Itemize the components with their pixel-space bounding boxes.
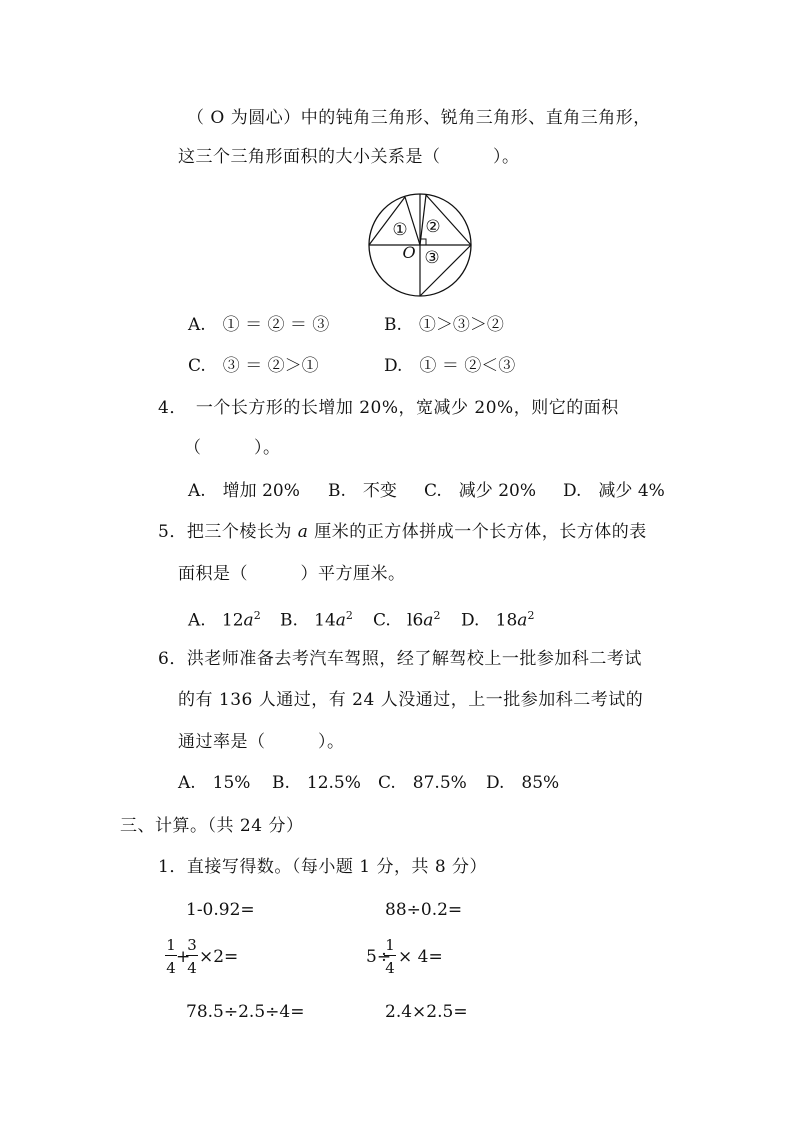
q5-option-d-exp: 2: [527, 609, 535, 622]
figure-label-3: ③: [424, 248, 440, 268]
figure-label-2: ②: [425, 217, 441, 237]
calc-item-3-bar-2: [186, 955, 198, 956]
q3-line-1: （ O 为圆心）中的钝角三角形、锐角三角形、直角三角形，: [187, 108, 651, 128]
q6-option-b: B. 12.5%: [272, 773, 361, 793]
calc-item-4-end: × 4=: [398, 947, 443, 967]
calc-item-3-den-1: 4: [166, 959, 176, 977]
q6-option-a: A. 15%: [178, 773, 251, 793]
q3-option-d: D. ① ＝ ②＜③: [384, 356, 516, 376]
figure-label-1: ①: [392, 220, 408, 240]
q5-option-b: [280, 605, 353, 632]
calc-item-3-num-1: 1: [166, 936, 176, 954]
q5-option-d-letter: D.: [461, 610, 480, 631]
q5-line-1: [158, 521, 647, 543]
q4-line-1: 4． 一个长方形的长增加 20%，宽减少 20%，则它的面积: [158, 398, 619, 418]
q5-option-d-var: a: [517, 610, 528, 631]
q5-line-1-end: 厘米的正方体拼成一个长方体，长方体的表: [308, 522, 647, 542]
q5-option-a-var: a: [243, 610, 254, 631]
q3-option-c: C. ③ ＝ ②＞①: [188, 356, 319, 376]
q5-option-b-exp: 2: [345, 609, 353, 622]
q4-line-2: （ ）。: [184, 438, 281, 458]
calc-item-4-bar: [384, 955, 396, 956]
q3-option-a: A. ① ＝ ② ＝ ③: [188, 315, 330, 335]
q5-line-2: 面积是（ ）平方厘米。: [178, 564, 406, 584]
q5-option-d: [461, 605, 534, 632]
q6-line-2: 的有 136 人通过，有 24 人没通过，上一批参加科二考试的: [178, 690, 644, 710]
calc-item-3-rest: ×2=: [199, 947, 239, 967]
q4-option-b: B. 不变: [328, 481, 397, 501]
calc-item-3-plus: +: [176, 947, 191, 967]
q6-line-3: 通过率是（ ）。: [178, 732, 345, 752]
q5-option-c-letter: C.: [373, 610, 391, 631]
q5-option-d-coef: 18: [495, 610, 518, 631]
q4-option-a: A. 增加 20%: [188, 481, 300, 501]
q6-line-1: 6．洪老师准备去考汽车驾照，经了解驾校上一批参加科二考试: [158, 649, 642, 669]
q5-option-a: [188, 605, 261, 632]
q5-option-c-exp: 2: [433, 609, 441, 622]
q5-option-c-var: a: [423, 610, 434, 631]
q5-variable-a: a: [297, 522, 309, 542]
section-3-heading: 三、计算。（共 24 分）: [120, 816, 304, 836]
calc-item-6: 2.4×2.5=: [385, 1002, 468, 1022]
calc-item-4-start: 5÷: [366, 947, 392, 967]
q5-option-b-var: a: [335, 610, 346, 631]
q5-option-b-coef: 14: [314, 610, 336, 631]
q4-option-c: C. 减少 20%: [424, 481, 536, 501]
calc-item-1: 1-0.92=: [186, 900, 255, 920]
calc-item-3-num-2: 3: [187, 936, 197, 954]
q6-option-d: D. 85%: [486, 773, 560, 793]
calc-item-5: 78.5÷2.5÷4=: [186, 1002, 305, 1022]
section-3-subheading: 1．直接写得数。（每小题 1 分，共 8 分）: [158, 857, 488, 877]
calc-item-4-num: 1: [385, 936, 395, 954]
q5-option-b-letter: B.: [280, 610, 298, 631]
calc-item-3-den-2: 4: [187, 959, 197, 977]
figure-label-o: O: [402, 243, 416, 262]
circle-triangles-figure: [360, 190, 480, 310]
q4-option-d: D. 减少 4%: [563, 481, 665, 501]
calc-item-2: 88÷0.2=: [385, 900, 463, 920]
q5-option-a-coef: 12: [221, 610, 244, 631]
q5-option-c-coef: l6: [407, 610, 424, 631]
q5-option-a-letter: A.: [188, 610, 206, 631]
q3-line-2: 这三个三角形面积的大小关系是（ ）。: [178, 147, 520, 167]
q5-option-a-exp: 2: [253, 609, 261, 622]
q5-option-c: [373, 605, 440, 632]
q3-option-b: B. ①＞③＞②: [384, 315, 504, 335]
q5-line-1-start: 5．把三个棱长为: [158, 522, 298, 542]
q6-option-c: C. 87.5%: [378, 773, 467, 793]
calc-item-4-den: 4: [385, 959, 395, 977]
